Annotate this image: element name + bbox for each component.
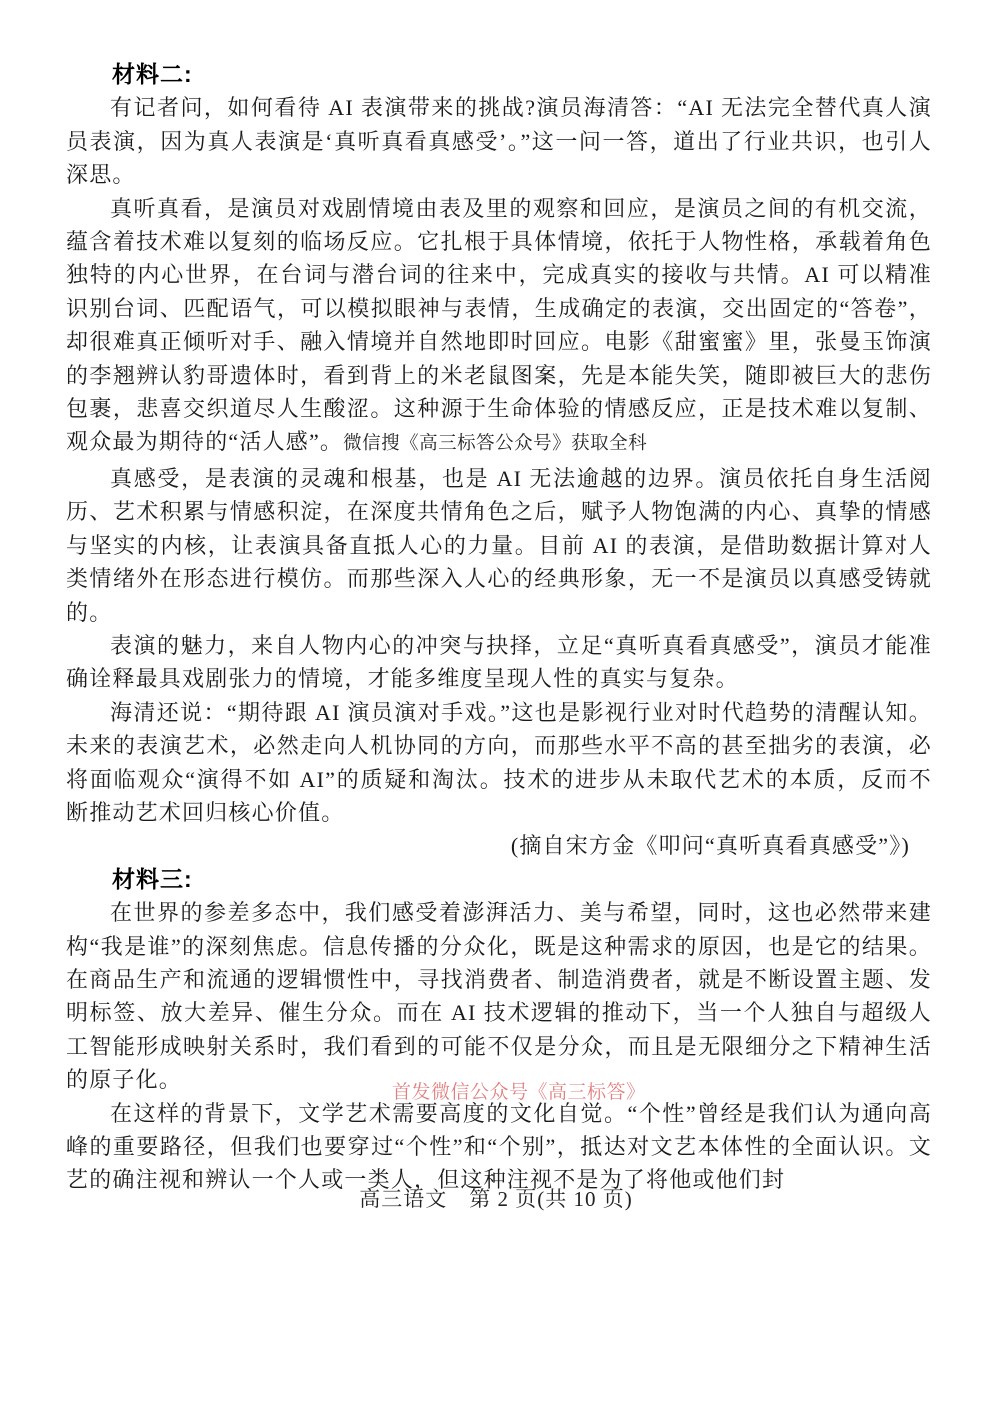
material2-source-attribution: (摘自宋方金《叩问“真听真看真感受”》)	[510, 833, 910, 859]
red-watermark-text: 首发微信公众号《高三标答》	[392, 1082, 646, 1103]
material3-paragraph-1: 在世界的参差多态中，我们感受着澎湃活力、美与希望，同时，这也必然带来建构“我是谁”的深刻焦虑。信息传播的分众化，既是这种需求的原因，也是它的结果。在商品生产和流通的逻辑惯性中，寻找消费者、制造消费者，就是不断设置主题、发明标签、放大差异、催生分众。而在 AI 技术逻辑的推动下，当一个人独自与超级人工智能形成映射关系时，我们看到的可能不仅是分众，而且是无限细分之下精神生活的原子化。	[66, 900, 932, 1093]
material2-paragraph-2-text: 真听真看，是演员对戏剧情境由表及里的观察和回应，是演员之间的有机交流，蕴含着技术难以复刻的临场反应。它扎根于具体情境，依托于人物性格，承载着角色独特的内心世界，在台词与潜台词的往来中，完成真实的接收与共情。AI 可以精准识别台词、匹配语气，可以模拟眼神与表情，生成确定的表演，交出固定的“答卷”，却很难真正倾听对手、融入情境并自然地即时回应。电影《甜蜜蜜》里，张曼玉饰演的李翘辨认豹哥遗体时，看到背上的米老鼠图案，先是本能失笑，随即被巨大的悲伤包裹，悲喜交织道尽人生酸涩。这种源于生命体验的情感反应，正是技术难以复制、观众最为期待的“活人感”。	[66, 195, 932, 455]
page-content	[66, 58, 932, 1197]
material3-heading: 材料三:	[112, 865, 193, 892]
wechat-ad-inline-text: 微信搜《高三标答公众号》获取全科	[343, 434, 648, 455]
material3-paragraph-2: 在这样的背景下，文学艺术需要高度的文化自觉。“个性”曾经是我们认为通向高峰的重要路径，但我们也要穿过“个性”和“个别”，抵达对文艺本体性的全面认识。文艺的确注视和辨认一个人或一类人，但这种注视不是为了将他或他们封	[66, 1100, 932, 1193]
material2-heading: 材料二:	[112, 61, 193, 87]
material2-paragraph-4: 表演的魅力，来自人物内心的冲突与抉择，立足“真听真看真感受”，演员才能准确诠释最具戏剧张力的情境，才能多维度呈现人性的真实与复杂。	[66, 632, 932, 692]
page-footer: 高三语文 第 2 页(共 10 页)	[359, 1187, 633, 1211]
material2-paragraph-2	[66, 192, 932, 462]
material2-paragraph-5: 海清还说：“期待跟 AI 演员演对手戏。”这也是影视行业对时代趋势的清醒认知。未来的表演艺术，必然走向人机协同的方向，而那些水平不高的甚至拙劣的表演，必将面临观众“演得不如 AI”的质疑和淘汰。技术的进步从未取代艺术的本质，反而不断推动艺术回归核心价值。	[66, 699, 932, 825]
material2-paragraph-1: 有记者问，如何看待 AI 表演带来的挑战?演员海清答：“AI 无法完全替代真人演员表演，因为真人表演是‘真听真看真感受’。”这一问一答，道出了行业共识，也引人深思。	[66, 95, 932, 188]
material2-paragraph-3: 真感受，是表演的灵魂和根基，也是 AI 无法逾越的边界。演员依托自身生活阅历、艺术积累与情感积淀，在深度共情角色之后，赋予人物饱满的内心、真挚的情感与坚实的内核，让表演具备直抵人心的力量。目前 AI 的表演，是借助数据计算对人类情绪外在形态进行模仿。而那些深入人心的经典形象，无一不是演员以真感受铸就的。	[66, 465, 932, 625]
